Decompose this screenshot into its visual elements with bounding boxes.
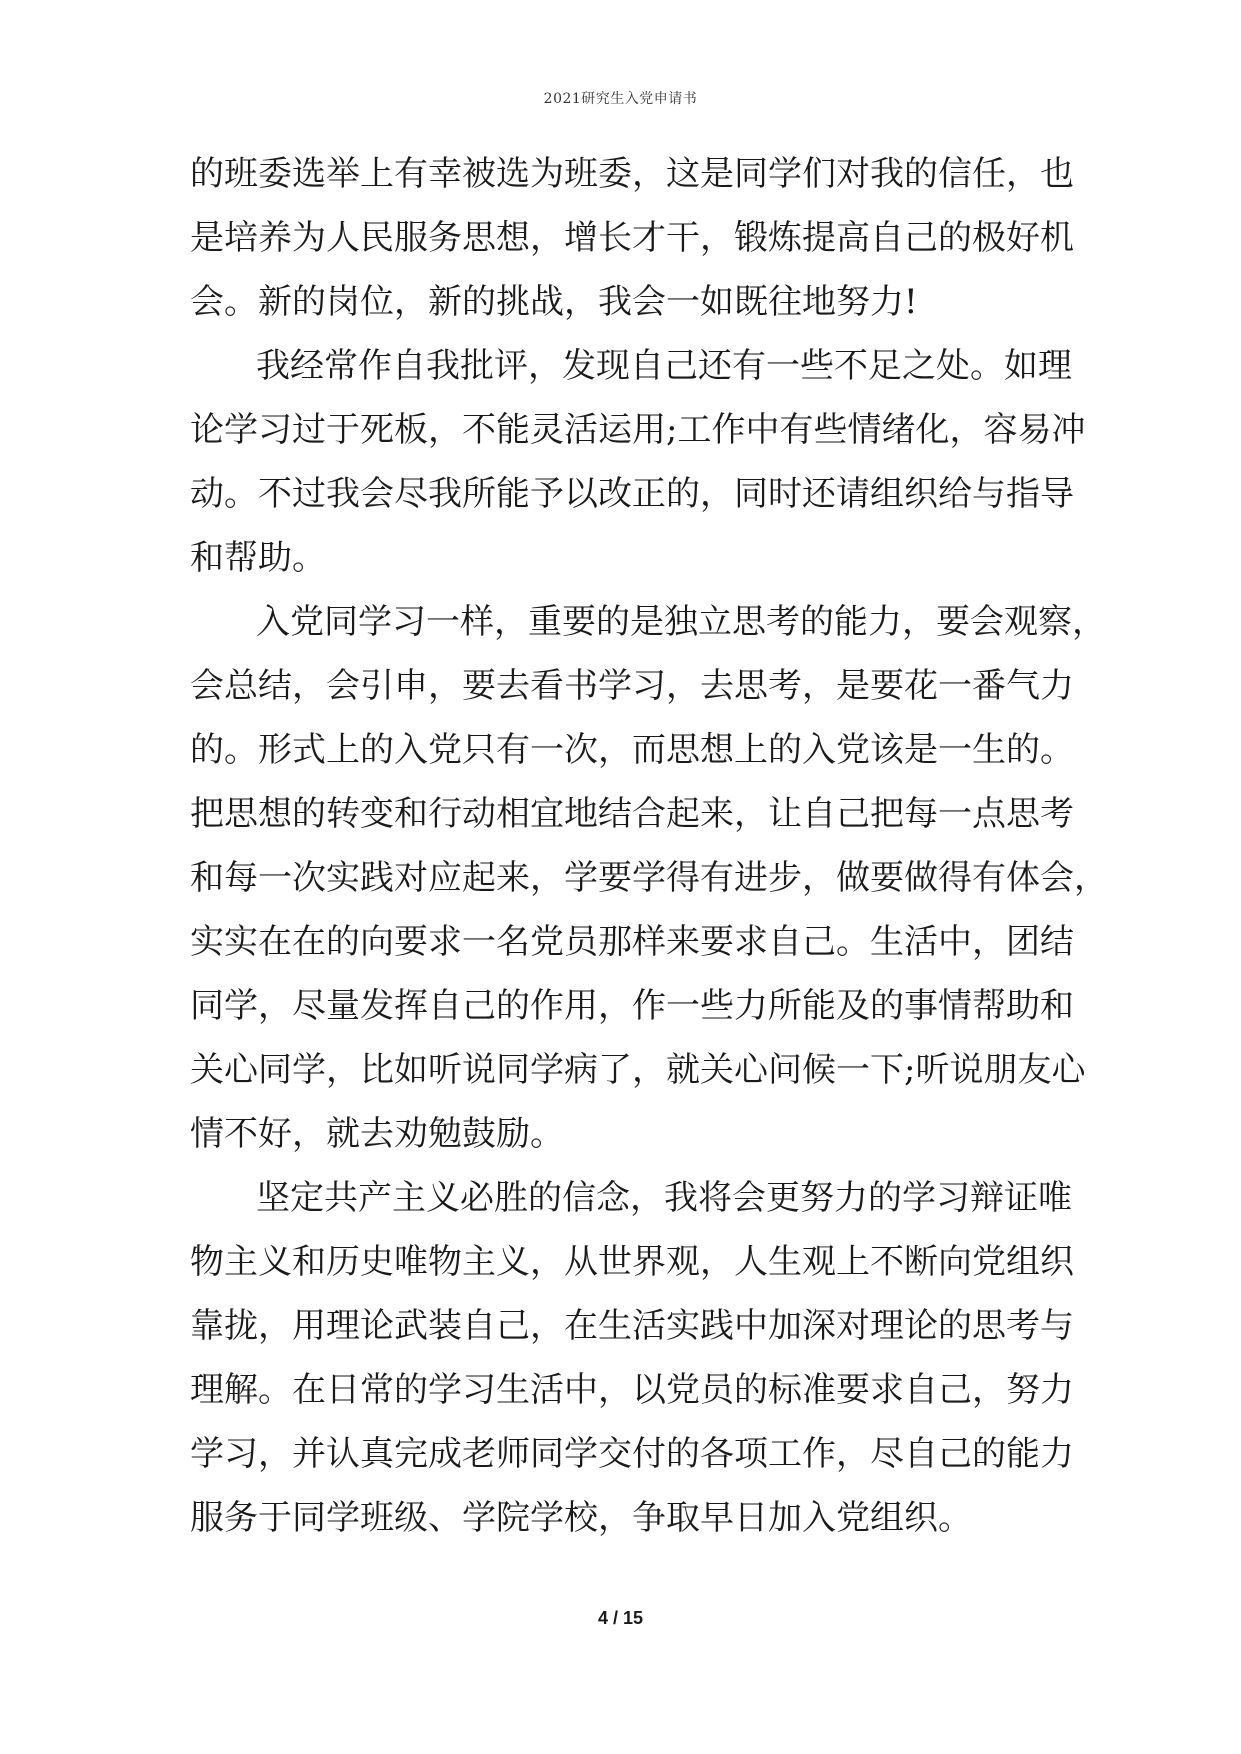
paragraph-start-line: 我经常作自我批评，发现自己还有一些不足之处。如理 — [256, 346, 1072, 386]
page-number: 4 / 15 — [597, 1608, 644, 1628]
text-line: 的班委选举上有幸被选为班委，这是同学们对我的信任，也 — [190, 154, 1074, 194]
text-line: 靠拢，用理论武装自己，在生活实践中加深对理论的思考与 — [190, 1306, 1074, 1346]
text-line: 是培养为人民服务思想，增长才干，锻炼提高自己的极好机 — [190, 218, 1074, 258]
text-line: 实实在在的向要求一名党员那样来要求自己。生活中，团结 — [190, 922, 1074, 962]
text-line: 把思想的转变和行动相宜地结合起来，让自己把每一点思考 — [190, 794, 1074, 834]
text-line: 论学习过于死板，不能灵活运用;工作中有些情绪化，容易冲 — [190, 410, 1086, 450]
text-line: 关心同学，比如听说同学病了，就关心问候一下;听说朋友心 — [190, 1050, 1086, 1090]
text-line: 的。形式上的入党只有一次，而思想上的入党该是一生的。 — [190, 730, 1074, 770]
text-line: 和每一次实践对应起来，学要学得有进步，做要做得有体会， — [190, 858, 1108, 898]
paragraph-start-line: 坚定共产主义必胜的信念，我将会更努力的学习辩证唯 — [256, 1178, 1072, 1218]
text-line: 理解。在日常的学习生活中，以党员的标准要求自己，努力 — [190, 1370, 1074, 1410]
text-line: 学习，并认真完成老师同学交付的各项工作，尽自己的能力 — [190, 1434, 1074, 1474]
text-line: 动。不过我会尽我所能予以改正的，同时还请组织给与指导 — [190, 474, 1074, 514]
text-line: 和帮助。 — [190, 538, 326, 578]
paragraph-start-line: 入党同学习一样，重要的是独立思考的能力，要会观察， — [256, 602, 1106, 642]
text-line: 会总结，会引申，要去看书学习，去思考，是要花一番气力 — [190, 666, 1074, 706]
text-line: 物主义和历史唯物主义，从世界观，人生观上不断向党组织 — [190, 1242, 1074, 1282]
text-line: 服务于同学班级、学院学校，争取早日加入党组织。 — [190, 1498, 972, 1538]
text-line: 会。新的岗位，新的挑战，我会一如既往地努力! — [190, 282, 918, 322]
text-line: 同学，尽量发挥自己的作用，作一些力所能及的事情帮助和 — [190, 986, 1074, 1026]
document-body — [190, 142, 1108, 1550]
text-line: 情不好，就去劝勉鼓励。 — [190, 1114, 564, 1154]
page-header: 2021研究生入党申请书 — [543, 91, 698, 107]
